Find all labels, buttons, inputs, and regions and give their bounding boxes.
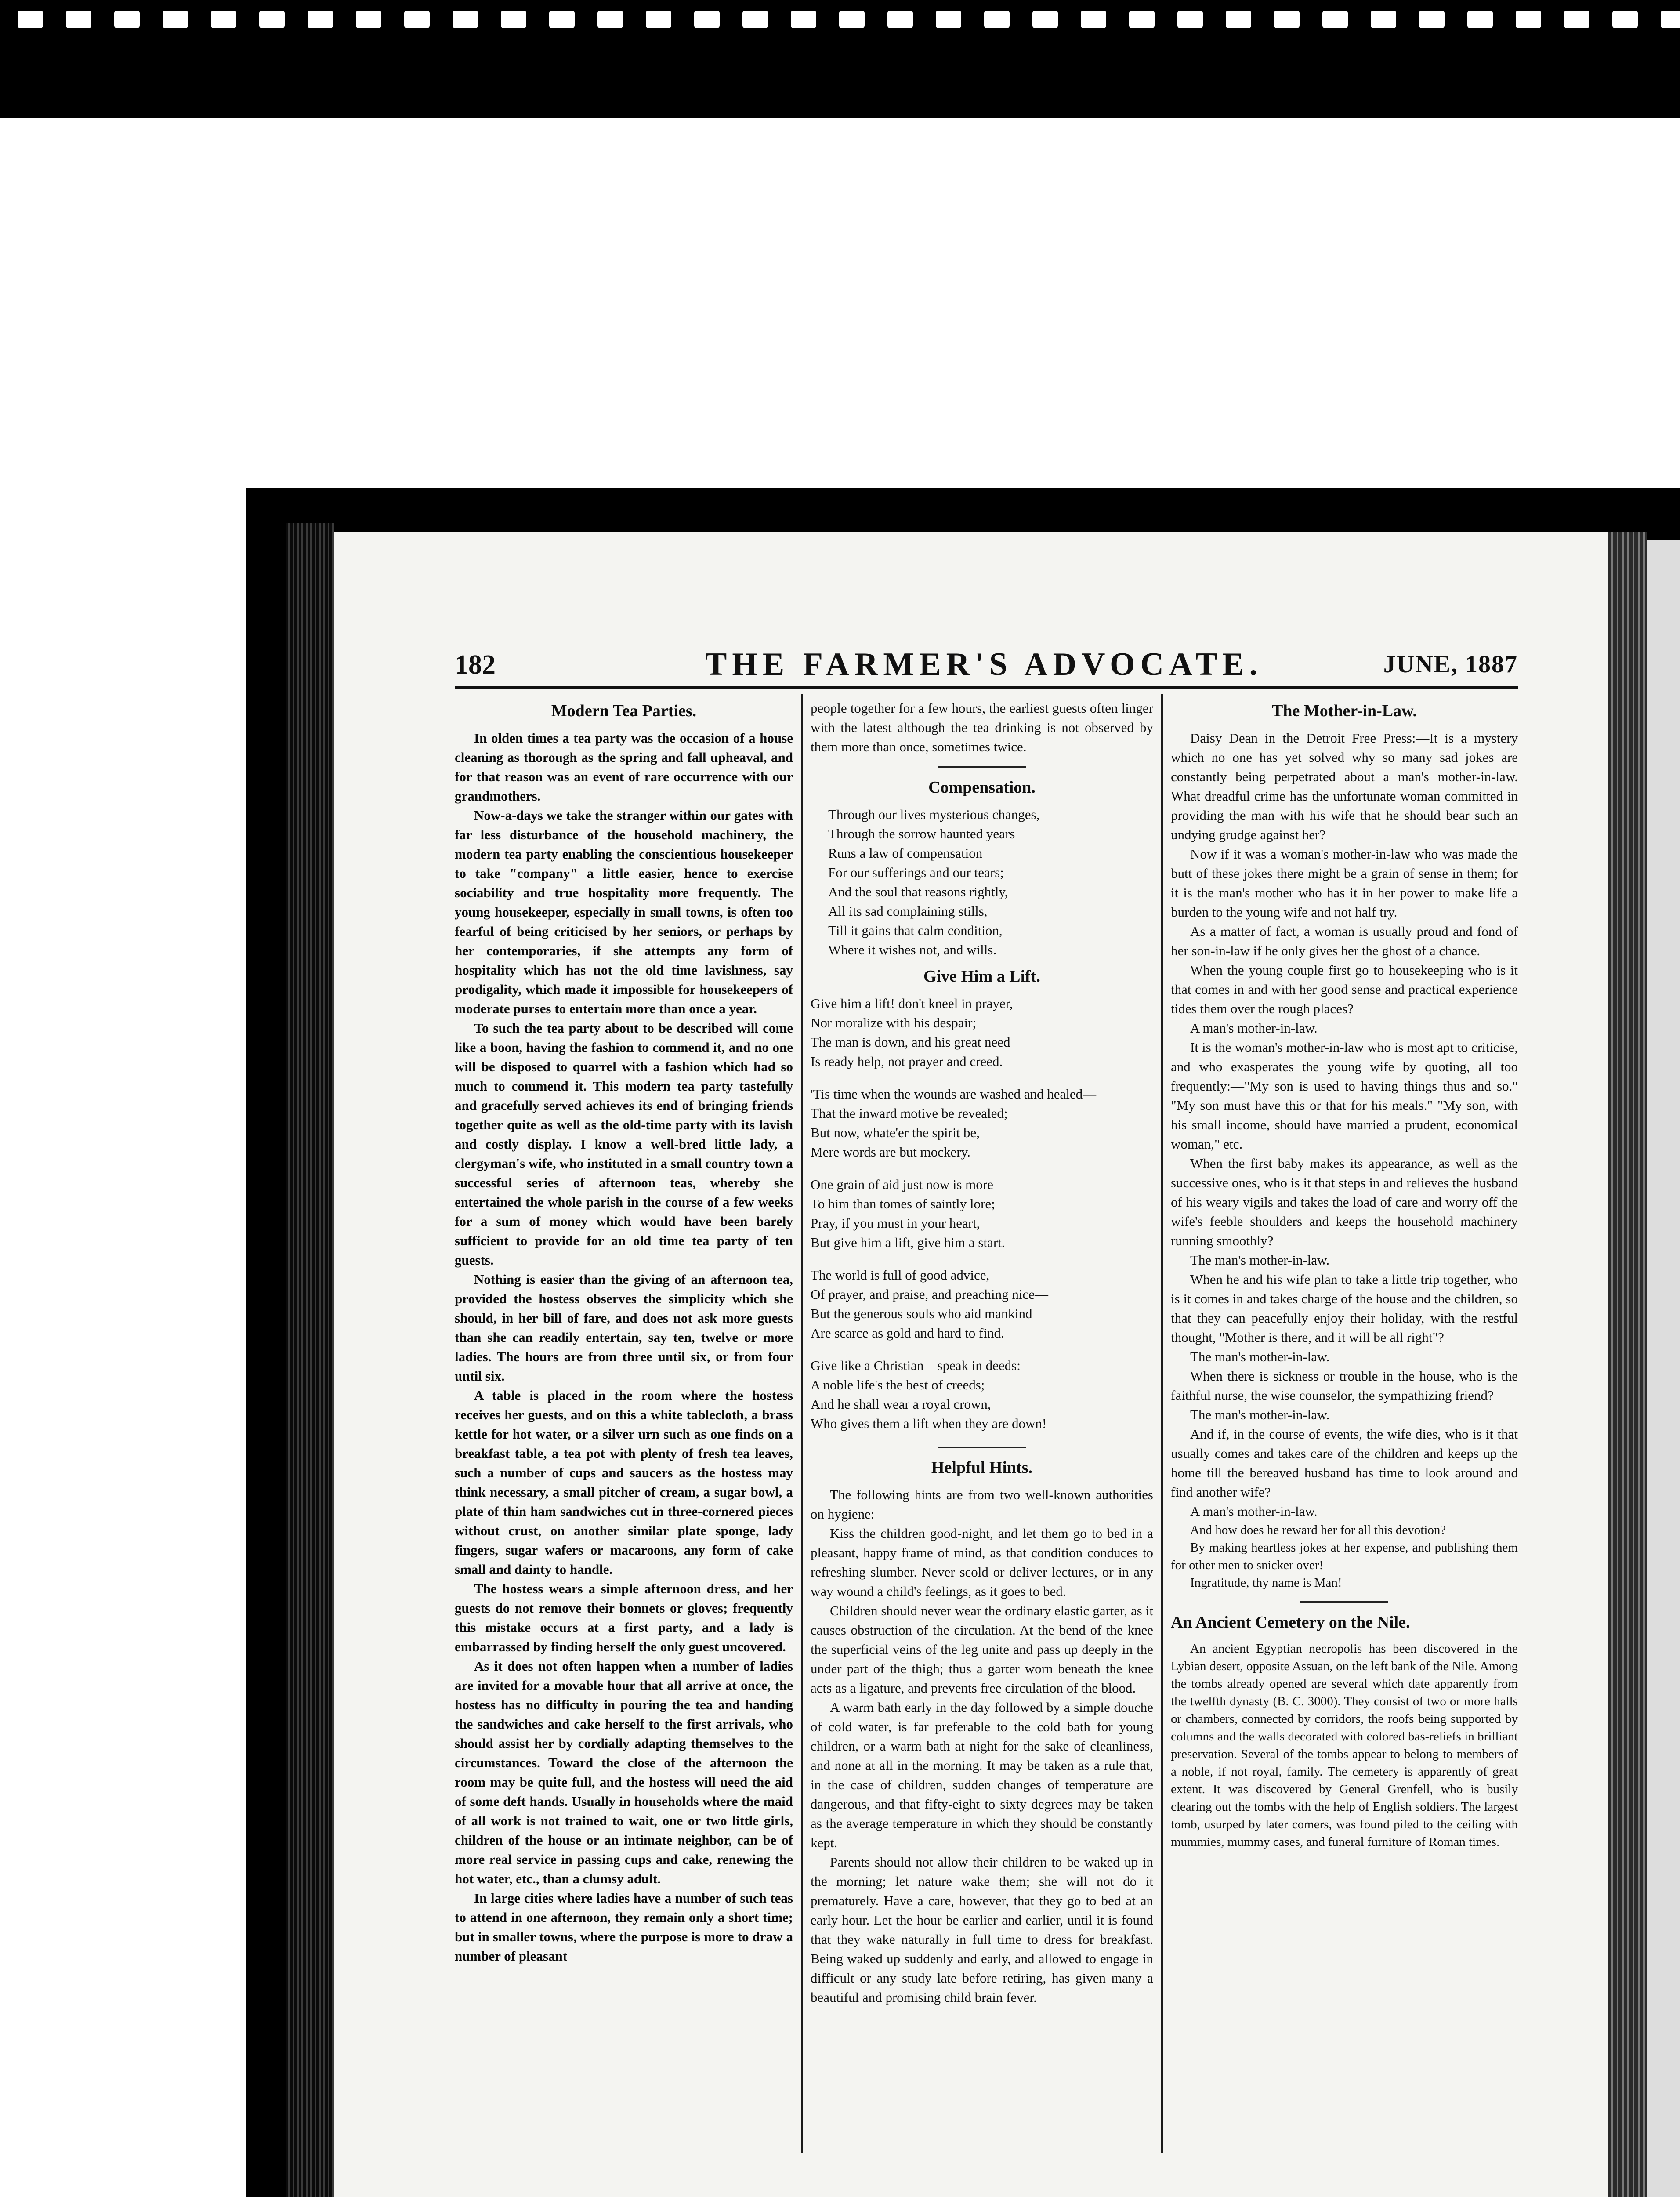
paragraph: A warm bath early in the day followed by a simple douche of cold water, is far preferable to the cold bath for young children, or a warm bath at night for the sake of cleanliness, and none at all in the morning. It may be taken as a rule that, in the case of children, sudden changes of temperature are dangerous, and that fifty-eight to sixty degrees may be taken as the average temperature in which they should be constantly kept.	[811, 1700, 1153, 1850]
column-divider	[801, 694, 803, 2153]
sprocket-hole	[66, 11, 91, 28]
sprocket-holes-top	[0, 4, 1680, 35]
masthead: THE FARMER'S ADVOCATE.	[705, 646, 1263, 682]
paragraph: When the first baby makes its appearance, as well as the successive ones, who is it that steps in and relieves the husband of his weary vigils and takes the load of care and worry off the wife's feeble shoulders and keeps the household machinery running smoothly?	[1171, 1156, 1518, 1248]
sprocket-hole	[1032, 11, 1058, 28]
paragraph: Parents should not allow their children to be waked up in the morning; let nature wake them; she will not do it prematurely. Have a care, however, that they go to bed at an early hour. Let the hour be earlier and earlier, until it is found that they wake naturally in full time to dress for breakfast. Being waked up suddenly and early, and allowed to engage in difficult or any study late before retiring, has given many a beautiful and promising child brain fever.	[811, 1854, 1153, 2005]
paragraph: It is the woman's mother-in-law who is most apt to criticise, and who exasperates the young wife by quoting, all too frequently:—"My son is used to having things thus and so." "My son must have this or that for his meals." "My son, with his small income, should have married a prudent, economical woman," etc.	[1171, 1040, 1518, 1152]
paragraph: Ingratitude, thy name is Man!	[1190, 1576, 1342, 1590]
paragraph: An ancient Egyptian necropolis has been discovered in the Lybian desert, opposite Assuan, on the left bank of the Nile. Among the tombs already opened are several which date apparently from the twelfth dynasty (B. C. 3000). They consist of two or more halls or chambers, connected by corridors, the roofs being supported by columns and the walls decorated with colored bas-reliefs in brilliant preservation. Several of the tombs appear to belong to members of a noble, if not royal, family. The cemetery is apparently of great extent. It was discovered by General Grenfell, who is busily clearing out the tombs with the help of English soldiers. The largest tomb, usurped by later comers, was found piled to the ceiling with mummies, mummy cases, and funeral furniture of Roman times.	[1171, 1642, 1518, 1849]
sprocket-hole	[1129, 11, 1155, 28]
poem-line: A noble life's the best of creeds;	[811, 1377, 985, 1392]
column-2	[811, 699, 1153, 2007]
poem-line: And the soul that reasons rightly,	[828, 884, 1008, 899]
stanza	[811, 994, 1153, 1071]
article-title: The Mother-in-Law.	[1271, 702, 1417, 720]
sprocket-hole	[791, 11, 816, 28]
header-rule	[455, 686, 1518, 689]
poem-line: Pray, if you must in your heart,	[811, 1215, 980, 1231]
poem-line: 'Tis time when the wounds are washed and healed—	[811, 1086, 1097, 1102]
poem-line: Through our lives mysterious changes,	[828, 807, 1040, 822]
paragraph: When there is sickness or trouble in the house, who is the faithful nurse, the wise counselor, the sympathizing friend?	[1171, 1368, 1518, 1403]
stanza	[811, 1356, 1153, 1433]
sprocket-hole	[1612, 11, 1638, 28]
paragraph: By making heartless jokes at her expense, and publishing them for other men to snicker over!	[1171, 1541, 1518, 1572]
paragraph: Kiss the children good-night, and let them go to bed in a pleasant, happy frame of mind, as that condition conduces to refreshing slumber. Never scold or deliver lectures, or in any way wound a child's feelings, as it goes to bed.	[811, 1526, 1153, 1599]
column-1	[455, 699, 793, 1966]
sprocket-hole	[18, 11, 43, 28]
section-rule	[938, 1447, 1026, 1448]
page-number: 182	[455, 650, 496, 680]
sprocket-hole	[597, 11, 623, 28]
paragraph: A man's mother-in-law.	[1190, 1020, 1318, 1036]
poem-compensation	[828, 805, 1153, 960]
sprocket-hole	[1564, 11, 1589, 28]
paragraph: The hostess wears a simple afternoon dress, and her guests do not remove their bonnets or gloves; frequently this mistake occurs at a first party, and a lady is embarrassed by finding herself the only guest uncovered.	[455, 1581, 793, 1654]
poem-line: Is ready help, not prayer and creed.	[811, 1054, 1003, 1069]
sprocket-hole	[259, 11, 285, 28]
poem-line: And he shall wear a royal crown,	[811, 1396, 991, 1412]
sprocket-hole	[356, 11, 381, 28]
stanza	[811, 1265, 1153, 1343]
paragraph: In large cities where ladies have a number of such teas to attend in one afternoon, they remain only a short time; but in smaller towns, where the purpose is more to draw a number of pleasant	[455, 1890, 793, 1964]
paragraph: The man's mother-in-law.	[1190, 1349, 1330, 1364]
sprocket-hole	[839, 11, 865, 28]
poem-line: Till it gains that calm condition,	[828, 923, 1003, 938]
sprocket-hole	[549, 11, 575, 28]
page-edges	[1608, 532, 1647, 2197]
sprocket-hole	[694, 11, 720, 28]
poem-line: Runs a law of compensation	[828, 845, 983, 861]
paragraph: A man's mother-in-law.	[1190, 1504, 1318, 1519]
poem-line: The world is full of good advice,	[811, 1267, 990, 1283]
poem-line: To him than tomes of saintly lore;	[811, 1196, 995, 1211]
sprocket-hole	[1419, 11, 1445, 28]
article-title: Helpful Hints.	[931, 1458, 1033, 1477]
poem-line: Who gives them a lift when they are down!	[811, 1416, 1047, 1431]
column-3	[1171, 699, 1518, 1851]
sprocket-hole	[984, 11, 1010, 28]
poem-line: For our sufferings and our tears;	[828, 865, 1004, 880]
poem-line: But give him a lift, give him a start.	[811, 1235, 1005, 1250]
poem-line: Give him a lift! don't kneel in prayer,	[811, 996, 1013, 1011]
poem-line: Through the sorrow haunted years	[828, 826, 1015, 841]
paragraph: The following hints are from two well-known authorities on hygiene:	[811, 1487, 1153, 1522]
sprocket-hole	[1274, 11, 1300, 28]
paragraph: As a matter of fact, a woman is usually proud and fond of her son-in-law if he only gives her the ghost of a chance.	[1171, 924, 1518, 958]
sprocket-hole	[936, 11, 961, 28]
sprocket-hole	[211, 11, 236, 28]
poem-title: Give Him a Lift.	[923, 967, 1040, 986]
sprocket-hole	[1661, 11, 1680, 28]
paragraph: Nothing is easier than the giving of an afternoon tea, provided the hostess observes the simplicity which she should, in her bill of fare, and does not ask more guests than she can readily entertain, say ten, twelve or more ladies. The hours are from three until six, or from four until six.	[455, 1272, 793, 1384]
issue-date: JUNE, 1887	[1383, 651, 1518, 678]
sprocket-hole	[114, 11, 140, 28]
poem-line: Mere words are but mockery.	[811, 1144, 970, 1160]
poem-title: Compensation.	[928, 778, 1036, 797]
sprocket-hole	[163, 11, 188, 28]
sprocket-hole	[1322, 11, 1348, 28]
sprocket-hole	[404, 11, 430, 28]
paragraph: Children should never wear the ordinary elastic garter, as it causes obstruction of the circulation. At the bend of the knee the superficial veins of the leg unite and pass up deeply in the under part of the thigh; thus a garter worn beneath the knee acts as a ligature, and prevents free circulation of the blood.	[811, 1603, 1153, 1696]
paragraph: When the young couple first go to housekeeping who is it that comes in and with her good sense and practical experience tides them over the rough places?	[1171, 962, 1518, 1016]
poem-line: All its sad complaining stills,	[828, 903, 988, 919]
sprocket-hole	[742, 11, 768, 28]
poem-line: Give like a Christian—speak in deeds:	[811, 1358, 1021, 1373]
sprocket-hole	[501, 11, 526, 28]
sprocket-hole	[1467, 11, 1493, 28]
sprocket-hole	[646, 11, 671, 28]
sprocket-hole	[453, 11, 478, 28]
column-divider	[1161, 694, 1163, 2153]
page-gutter	[286, 523, 334, 2197]
poem-line: Of prayer, and praise, and preaching nice—	[811, 1287, 1049, 1302]
sprocket-hole	[1081, 11, 1106, 28]
paragraph: Now-a-days we take the stranger within our gates with far less disturbance of the household machinery, the modern tea party enabling the conscientious housekeeper to take "company" a little easier, hence to exercise sociability and true hospitality more frequently. The young housekeeper, especially in small towns, is often too fearful of being criticised by her seniors, or perhaps by her contemporaries, if she attempts any form of hospitality which has not the old time lavishness, say prodigality, which made it impossible for housekeepers of moderate purses to entertain more than once a year.	[455, 808, 793, 1016]
section-rule	[1300, 1601, 1388, 1603]
paragraph: A table is placed in the room where the hostess receives her guests, and on this a white tablecloth, a brass kettle for hot water, or a silver urn such as one finds on a breakfast table, a tea pot with plenty of fresh tea leaves, such a number of cups and saucers as the hostess may think necessary, a small pitcher of cream, a sugar bowl, a plate of thin ham sandwiches cut in three-cornered pieces without crust, on another similar plate sponge, lady fingers, sugar wafers or macaroons, any form of cake small and dainty to handle.	[455, 1388, 793, 1577]
sprocket-hole	[1371, 11, 1396, 28]
paragraph: And how does he reward her for all this devotion?	[1190, 1523, 1446, 1537]
stanza	[811, 1084, 1153, 1162]
sprocket-hole	[308, 11, 333, 28]
paragraph: Daisy Dean in the Detroit Free Press:—It is a mystery which no one has yet solved why so many sad jokes are constantly being perpetrated about a man's mother-in-law. What dreadful crime has the unfortunate woman committed in providing the man with his wife that he should bear such an undying grudge against her?	[1171, 730, 1518, 842]
paragraph: When he and his wife plan to take a little trip together, who is it comes in and takes charge of the house and the children, so that they can peacefully enjoy their holiday, with the restful thought, "Mother is there, and it will be all right"?	[1171, 1272, 1518, 1345]
stanza	[811, 1175, 1153, 1252]
sprocket-hole	[1226, 11, 1251, 28]
paragraph: In olden times a tea party was the occasion of a house cleaning as thorough as the spring and fall upheaval, and for that reason was an event of rare occurrence with our grandmothers.	[455, 730, 793, 804]
next-page-edge	[1647, 540, 1680, 2197]
section-rule	[938, 766, 1026, 768]
article-title: An Ancient Cemetery on the Nile.	[1171, 1613, 1410, 1631]
paragraph: To such the tea party about to be described will come like a boon, having the fashion to commend it, and no one will be disposed to quarrel with a fashion which had so much to commend it. This modern tea party tastefully and gracefully served achieves its end of bringing friends together quite as well as the old-time party with its lavish and costly display. I know a well-bred little lady, a clergyman's wife, who instituted in a small country town a successful series of afternoon teas, whereby she entertained the whole parish in the course of a few weeks for a sum of money which would have been barely sufficient to provide for an old time tea party of ten guests.	[455, 1020, 793, 1268]
poem-line: Are scarce as gold and hard to find.	[811, 1325, 1004, 1341]
paragraph: people together for a few hours, the earliest guests often linger with the latest although the tea drinking is not observed by them more than once, sometimes twice.	[811, 700, 1153, 754]
poem-line: The man is down, and his great need	[811, 1034, 1010, 1050]
paragraph: And if, in the course of events, the wife dies, who is it that usually comes and takes care of the children and keeps up the home till the bereaved husband has time to look around and find another wife?	[1171, 1426, 1518, 1500]
poem-line: That the inward motive be revealed;	[811, 1106, 1008, 1121]
poem-line: Where it wishes not, and wills.	[828, 942, 997, 957]
poem-line: One grain of aid just now is more	[811, 1177, 993, 1192]
sprocket-hole	[1516, 11, 1541, 28]
paragraph: The man's mother-in-law.	[1190, 1252, 1330, 1268]
poem-line: Nor moralize with his despair;	[811, 1015, 977, 1030]
sprocket-hole	[887, 11, 913, 28]
article-title: Modern Tea Parties.	[551, 702, 697, 720]
poem-line: But now, whate'er the spirit be,	[811, 1125, 980, 1140]
paragraph: Now if it was a woman's mother-in-law who was made the butt of these jokes there might be a grain of sense in them; for it is the man's mother who has it in her power to make life a burden to the young wife and not half try.	[1171, 846, 1518, 920]
paragraph: The man's mother-in-law.	[1190, 1407, 1330, 1422]
paragraph: As it does not often happen when a number of ladies are invited for a movable hour that all arrive at once, the hostess has no difficulty in pouring the tea and handing the sandwiches and cake herself to the first arrivals, who should assist her by cordially adapting themselves to the circumstances. Toward the close of the afternoon the room may be quite full, and the hostess will need the aid of some deft hands. Usually in households where the maid of all work is not trained to wait, one or two little girls, children of the house or an intimate neighbor, can be of more real service in passing cups and cake, renewing the hot water, etc., than a clumsy adult.	[455, 1658, 793, 1886]
page-header	[455, 646, 1518, 685]
sprocket-hole	[1177, 11, 1203, 28]
poem-line: But the generous souls who aid mankind	[811, 1306, 1032, 1321]
